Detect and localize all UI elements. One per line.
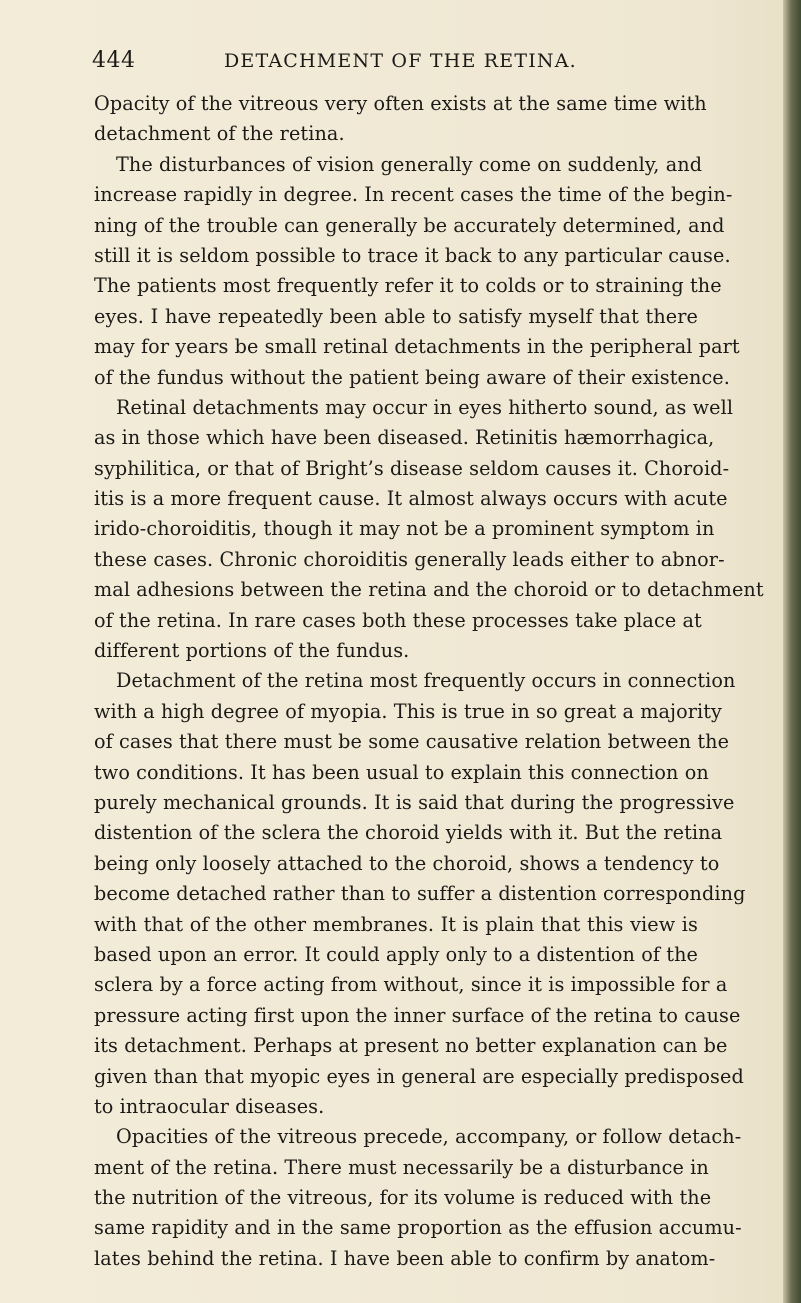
text-line: sclera by a force acting from without, since it is impossible for a: [94, 973, 728, 997]
page-number: 444: [92, 48, 136, 73]
text-line: The patients most frequently refer it to colds or to straining the: [94, 274, 722, 298]
text-line: lates behind the retina. I have been able to confirm by anatom-: [94, 1246, 716, 1270]
text-line: these cases. Chronic choroiditis generally leads either to abnor-: [94, 547, 725, 571]
text-line: to intraocular diseases.: [94, 1094, 325, 1118]
text-line: distention of the sclera the choroid yields with it. But the retina: [94, 821, 723, 845]
text-line: given than that myopic eyes in general are especially predisposed: [94, 1064, 744, 1088]
text-line: with that of the other membranes. It is plain that this view is: [94, 912, 698, 936]
body-text: [94, 89, 764, 1274]
text-line: The disturbances of vision generally come on suddenly, and: [116, 152, 703, 176]
text-line: the nutrition of the vitreous, for its volume is reduced with the: [94, 1186, 712, 1210]
text-line: different portions of the fundus.: [94, 639, 410, 663]
text-line: of the fundus without the patient being aware of their existence.: [94, 365, 730, 389]
text-line: based upon an error. It could apply only to a distention of the: [94, 942, 698, 966]
text-line: itis is a more frequent cause. It almost always occurs with acute: [94, 487, 728, 511]
text-line: ning of the trouble can generally be accurately determined, and: [94, 213, 725, 237]
text-line: of cases that there must be some causative relation between the: [94, 730, 730, 754]
text-line: Opacities of the vitreous precede, accompany, or follow detach-: [116, 1125, 742, 1149]
text-line: being only loosely attached to the choroid, shows a tendency to: [94, 851, 720, 875]
text-line: ment of the retina. There must necessarily be a disturbance in: [94, 1155, 709, 1179]
page-edge-shadow: [783, 0, 801, 1303]
text-line: as in those which have been diseased. Retinitis hæmorrhagica,: [94, 426, 715, 450]
text-line: detachment of the retina.: [94, 122, 345, 146]
text-line: with a high degree of myopia. This is true in so great a majority: [94, 699, 722, 723]
text-line: syphilitica, or that of Bright’s disease seldom causes it. Choroid-: [94, 456, 730, 480]
text-line: two conditions. It has been usual to explain this connection on: [94, 760, 709, 784]
text-line: same rapidity and in the same proportion as the effusion accumu-: [94, 1216, 742, 1240]
text-line: Opacity of the vitreous very often exists at the same time with: [94, 92, 707, 115]
text-line: pressure acting first upon the inner surface of the retina to cause: [94, 1003, 741, 1027]
page-header: [60, 34, 700, 74]
text-line: mal adhesions between the retina and the choroid or to detachment: [94, 578, 764, 602]
text-line: purely mechanical grounds. It is said that during the progressive: [94, 790, 735, 814]
running-head: DETACHMENT OF THE RETINA.: [224, 50, 577, 72]
text-line: Detachment of the retina most frequently occurs in connection: [116, 669, 736, 693]
text-line: increase rapidly in degree. In recent cases the time of the begin-: [94, 183, 733, 207]
text-line: still it is seldom possible to trace it back to any particular cause.: [94, 243, 731, 267]
text-line: may for years be small retinal detachments in the peripheral part: [94, 335, 740, 359]
text-line: irido-choroiditis, though it may not be a prominent symptom in: [94, 517, 715, 541]
text-line: its detachment. Perhaps at present no better explanation can be: [94, 1034, 728, 1058]
text-line: become detached rather than to suffer a distention corresponding: [94, 882, 746, 906]
text-line: of the retina. In rare cases both these processes take place at: [94, 608, 702, 632]
text-line: Retinal detachments may occur in eyes hitherto sound, as well: [116, 395, 734, 419]
text-line: eyes. I have repeatedly been able to satisfy myself that there: [94, 304, 698, 328]
